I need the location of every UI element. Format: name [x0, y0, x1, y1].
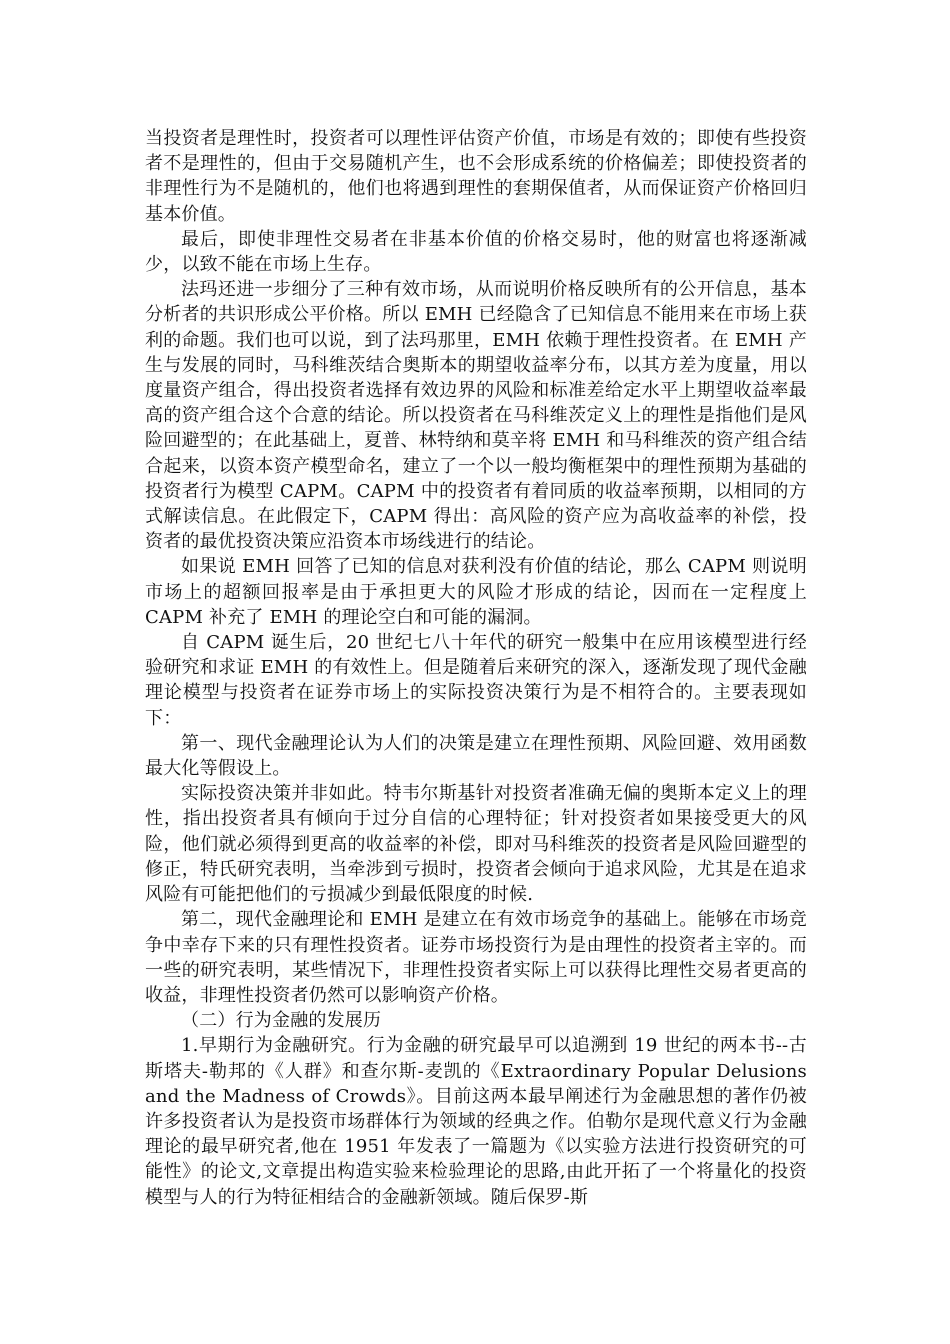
paragraph-after-capm: 自 CAPM 诞生后，20 世纪七八十年代的研究一般集中在应用该模型进行经验研究和求证 EMH 的有效性上。但是随着后来研究的深入，逐渐发现了现代金融理论模型与投资者在证券市场上的实际投资决策行为是不相符合的。主要表现如下： — [145, 632, 807, 729]
paragraph-fama-emh-capm: 法玛还进一步细分了三种有效市场，从而说明价格反映所有的公开信息，基本分析者的共识形成公平价格。所以 EMH 已经隐含了已知信息不能用来在市场上获利的命题。我们也可以说，到了法玛那里，EMH 依赖于理性投资者。在 EMH 产生与发展的同时，马科维茨结合奥斯本的期望收益率分布，以其方差为度量，用以度量资产组合，得出投资者选择有效边界的风险和标准差给定水平上期望收益率最高的资产组合这个合意的结论。所以投资者在马科维茨定义上的理性是指他们是风险回避型的；在此基础上，夏普、林特纳和莫辛将 EMH 和马科维茨的资产组合结合起来，以资本资产模型命名，建立了一个以一般均衡框架中的理性预期为基础的投资者行为模型 CAPM。CAPM 中的投资者有着同质的收益率预期，以相同的方式解读信息。在此假定下，CAPM 得出：高风险的资产应为高收益率的补偿，投资者的最优投资决策应沿资本市场线进行的结论。 — [145, 279, 807, 553]
paragraph-second-point: 第二，现代金融理论和 EMH 是建立在有效市场竞争的基础上。能够在市场竞争中幸存下来的只有理性投资者。证券市场投资行为是由理性的投资者主宰的。而一些的研究表明，某些情况下，非理性投资者实际上可以获得比理性交易者更高的收益，非理性投资者仍然可以影响资产价格。 — [145, 909, 807, 1006]
paragraph-actual-decisions: 实际投资决策并非如此。特韦尔斯基针对投资者准确无偏的奥斯本定义上的理性，指出投资者具有倾向于过分自信的心理特征；针对投资者如果接受更大的风险，他们就必须得到更高的收益率的补偿，即对马科维茨的投资者是风险回避型的修正，特氏研究表明，当牵涉到亏损时，投资者会倾向于追求风险，尤其是在追求风险有可能把他们的亏损减少到最低限度的时候. — [145, 783, 807, 906]
paragraph-early-research: 1.早期行为金融研究。行为金融的研究最早可以追溯到 19 世纪的两本书--古斯塔夫-勒邦的《人群》和查尔斯-麦凯的《Extraordinary Popular Delusions and the Madness of Crowds》。目前这两本最早阐述行为金融思想的著作仍被许多投资者认为是投资市场群体行为领域的经典之作。伯勒尔是现代意义行为金融理论的最早研究者,他在 1951 年发表了一篇题为《以实验方法进行投资研究的可能性》的论文,文章提出构造实验来检验理论的思路,由此开拓了一个将量化的投资模型与人的行为特征相结合的金融新领域。随后保罗-斯 — [145, 1035, 807, 1208]
paragraph-emh-vs-capm: 如果说 EMH 回答了已知的信息对获利没有价值的结论，那么 CAPM 则说明市场上的超额回报率是由于承担更大的风险才形成的结论，因而在一定程度上 CAPM 补充了 EMH 的理论空白和可能的漏洞。 — [145, 556, 807, 628]
section-heading: （二）行为金融的发展历 — [181, 1010, 382, 1032]
document-page — [145, 126, 807, 1210]
paragraph-finally: 最后，即使非理性交易者在非基本价值的价格交易时，他的财富也将逐渐减少，以致不能在市场上生存。 — [145, 228, 807, 276]
paragraph-first-point: 第一、现代金融理论认为人们的决策是建立在理性预期、风险回避、效用函数最大化等假设上。 — [145, 732, 807, 780]
paragraph-continuation: 当投资者是理性时，投资者可以理性评估资产价值，市场是有效的；即使有些投资者不是理性的，但由于交易随机产生，也不会形成系统的价格偏差；即使投资者的非理性行为不是随机的，他们也将遇到理性的套期保值者，从而保证资产价格回归基本价值。 — [145, 128, 807, 225]
